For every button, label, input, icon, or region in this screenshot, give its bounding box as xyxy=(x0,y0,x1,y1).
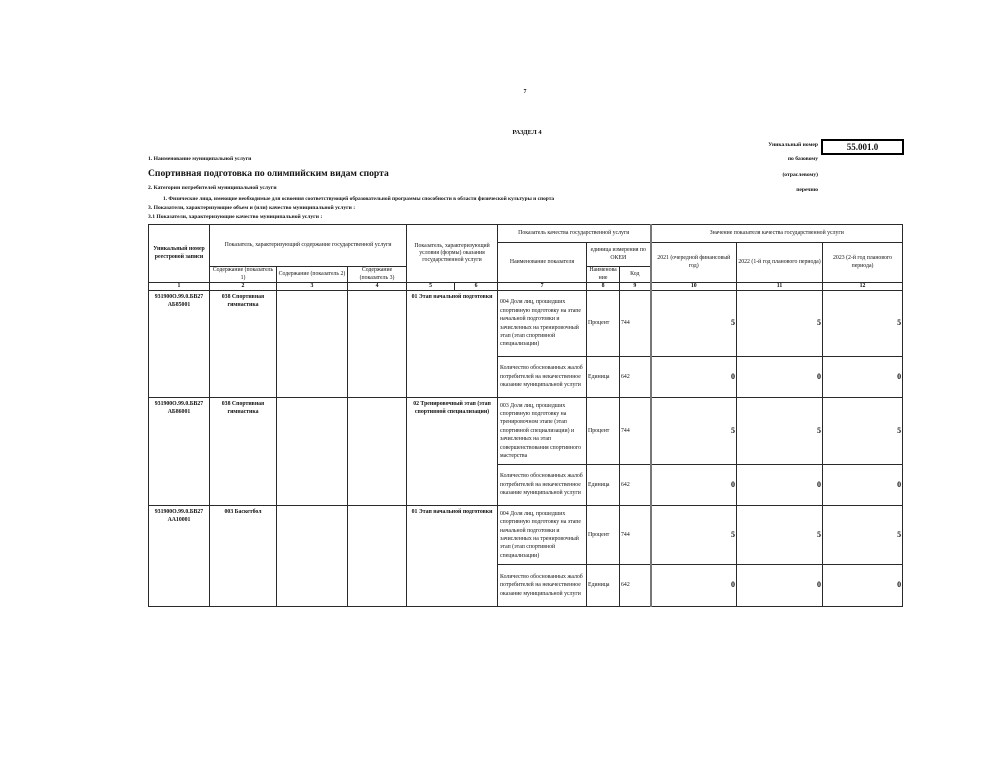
column-number: 3 xyxy=(277,283,348,291)
content-2 xyxy=(277,398,348,506)
consumers-value: 1. Физические лица, имеющие необходимые для освоения соответствующей образовательной программы способности в области физической культуры и спорта xyxy=(163,196,555,202)
header-unit-name: Наименова ние xyxy=(587,267,620,283)
indicator-name: Количество обоснованных жалоб потребителей на некачественное оказание муниципальной услуги xyxy=(498,357,587,398)
unique-number-label-line3: (отраслевому) xyxy=(782,172,818,178)
table-row xyxy=(149,398,903,465)
value-2021: 0 xyxy=(651,357,737,398)
column-number: 11 xyxy=(737,283,823,291)
content-2 xyxy=(277,291,348,398)
content-1: 003 Баскетбол xyxy=(210,506,277,607)
record-id: 931900О.99.0.БВ27 АБ85001 xyxy=(149,291,210,398)
unit-code: 744 xyxy=(620,398,651,465)
unit-name: Процент xyxy=(587,398,620,465)
column-number: 9 xyxy=(620,283,651,291)
header-conditions: Показатель, характеризующий условия (формы) оказания государственной услуги xyxy=(407,225,498,283)
value-2022: 5 xyxy=(737,291,823,357)
content-3 xyxy=(348,291,407,398)
header-content-group: Показатель, характеризующий содержание государственной услуги xyxy=(210,225,407,267)
service-name: Спортивная подготовка по олимпийским видам спорта xyxy=(148,168,389,179)
unique-number-label: Уникальный номер xyxy=(768,142,818,148)
value-2023: 0 xyxy=(823,465,903,506)
unit-code: 642 xyxy=(620,357,651,398)
unique-number-value: 55.001.0 xyxy=(821,139,904,155)
column-numbers-row xyxy=(149,283,903,291)
quality-indicators-label: 3.1 Показатели, характеризующие качество муниципальной услуги : xyxy=(148,214,323,220)
content-3 xyxy=(348,506,407,607)
column-number: 5 xyxy=(407,283,455,291)
unit-name: Процент xyxy=(587,291,620,357)
condition: 01 Этап начальной подготовки xyxy=(407,291,498,398)
unit-name: Процент xyxy=(587,506,620,565)
unique-number-label-line2: по базовому xyxy=(787,156,818,162)
unit-name: Единица xyxy=(587,465,620,506)
value-2021: 0 xyxy=(651,565,737,607)
column-number: 1 xyxy=(149,283,210,291)
column-number: 8 xyxy=(587,283,620,291)
value-2023: 5 xyxy=(823,506,903,565)
value-2023: 5 xyxy=(823,398,903,465)
content-3 xyxy=(348,398,407,506)
indicator-name: 003 Доля лиц, прошедших спортивную подготовку на тренировочном этапе (этап спортивной специализации) и зачисленных на этап совершенствования спортивного мастерства xyxy=(498,398,587,465)
value-2021: 5 xyxy=(651,506,737,565)
unit-code: 642 xyxy=(620,465,651,506)
header-year-2021: 2021 (очередной финансовый год) xyxy=(651,243,737,283)
value-2022: 0 xyxy=(737,465,823,506)
content-1: 038 Спортивная гимнастика xyxy=(210,291,277,398)
service-name-label: 1. Наименование муниципальной услуги xyxy=(148,156,252,162)
header-row xyxy=(149,225,903,243)
header-year-2022: 2022 (1-й год планового периода) xyxy=(737,243,823,283)
unique-number-label-line4: перечню xyxy=(796,187,818,193)
section-title: РАЗДЕЛ 4 xyxy=(512,129,542,136)
value-2022: 5 xyxy=(737,398,823,465)
value-2022: 0 xyxy=(737,357,823,398)
header-content-1: Содержание (показатель 1) xyxy=(210,267,277,283)
value-2021: 5 xyxy=(651,291,737,357)
table-row xyxy=(149,291,903,357)
header-content-2: Содержание (показатель 2) xyxy=(277,267,348,283)
value-2022: 0 xyxy=(737,565,823,607)
page-number: 7 xyxy=(523,89,527,95)
indicators-label: 3. Показатели, характеризующие объем и (или) качество муниципальной услуги : xyxy=(148,205,356,211)
unit-name: Единица xyxy=(587,565,620,607)
header-unit-group: единица измерения по ОКЕИ xyxy=(587,243,651,267)
unit-code: 642 xyxy=(620,565,651,607)
indicator-name: Количество обоснованных жалоб потребителей на некачественное оказание муниципальной услуги xyxy=(498,565,587,607)
unit-name: Единица xyxy=(587,357,620,398)
header-quality-group: Показатель качества государственной услуги xyxy=(498,225,651,243)
value-2023: 0 xyxy=(823,357,903,398)
value-2021: 5 xyxy=(651,398,737,465)
column-number: 2 xyxy=(210,283,277,291)
unit-code: 744 xyxy=(620,291,651,357)
quality-indicators-table xyxy=(148,224,903,607)
column-number: 4 xyxy=(348,283,407,291)
content-2 xyxy=(277,506,348,607)
column-number: 6 xyxy=(455,283,498,291)
header-content-3: Содержание (показатель 3) xyxy=(348,267,407,283)
record-id: 931900О.99.0.БВ27 АБ86001 xyxy=(149,398,210,506)
header-unique-record: Уникальный номер реестровой записи xyxy=(149,225,210,283)
indicator-name: 004 Доля лиц, прошедших спортивную подготовку на этапе начальной подготовки и зачисленных на тренировочный этап (этап спортивной специализации) xyxy=(498,506,587,565)
value-2021: 0 xyxy=(651,465,737,506)
header-unit-code: Код xyxy=(620,267,651,283)
column-number: 12 xyxy=(823,283,903,291)
unit-code: 744 xyxy=(620,506,651,565)
condition: 02 Тренировочный этап (этап спортивной специализации) xyxy=(407,398,498,506)
consumers-label: 2. Категории потребителей муниципальной услуги xyxy=(148,185,277,191)
value-2023: 0 xyxy=(823,565,903,607)
column-number: 7 xyxy=(498,283,587,291)
condition: 01 Этап начальной подготовки xyxy=(407,506,498,607)
indicator-name: 004 Доля лиц, прошедших спортивную подготовку на этапе начальной подготовки и зачисленных на тренировочный этап (этап спортивной специализации) xyxy=(498,291,587,357)
header-value-group: Значение показателя качества государственной услуги xyxy=(651,225,903,243)
indicator-name: Количество обоснованных жалоб потребителей на некачественное оказание муниципальной услуги xyxy=(498,465,587,506)
content-1: 038 Спортивная гимнастика xyxy=(210,398,277,506)
header-year-2023: 2023 (2-й год планового периода) xyxy=(823,243,903,283)
record-id: 931900О.99.0.БВ27 АА10001 xyxy=(149,506,210,607)
header-indicator-name: Наименование показателя xyxy=(498,243,587,283)
table-row xyxy=(149,506,903,565)
value-2022: 5 xyxy=(737,506,823,565)
column-number: 10 xyxy=(651,283,737,291)
value-2023: 5 xyxy=(823,291,903,357)
